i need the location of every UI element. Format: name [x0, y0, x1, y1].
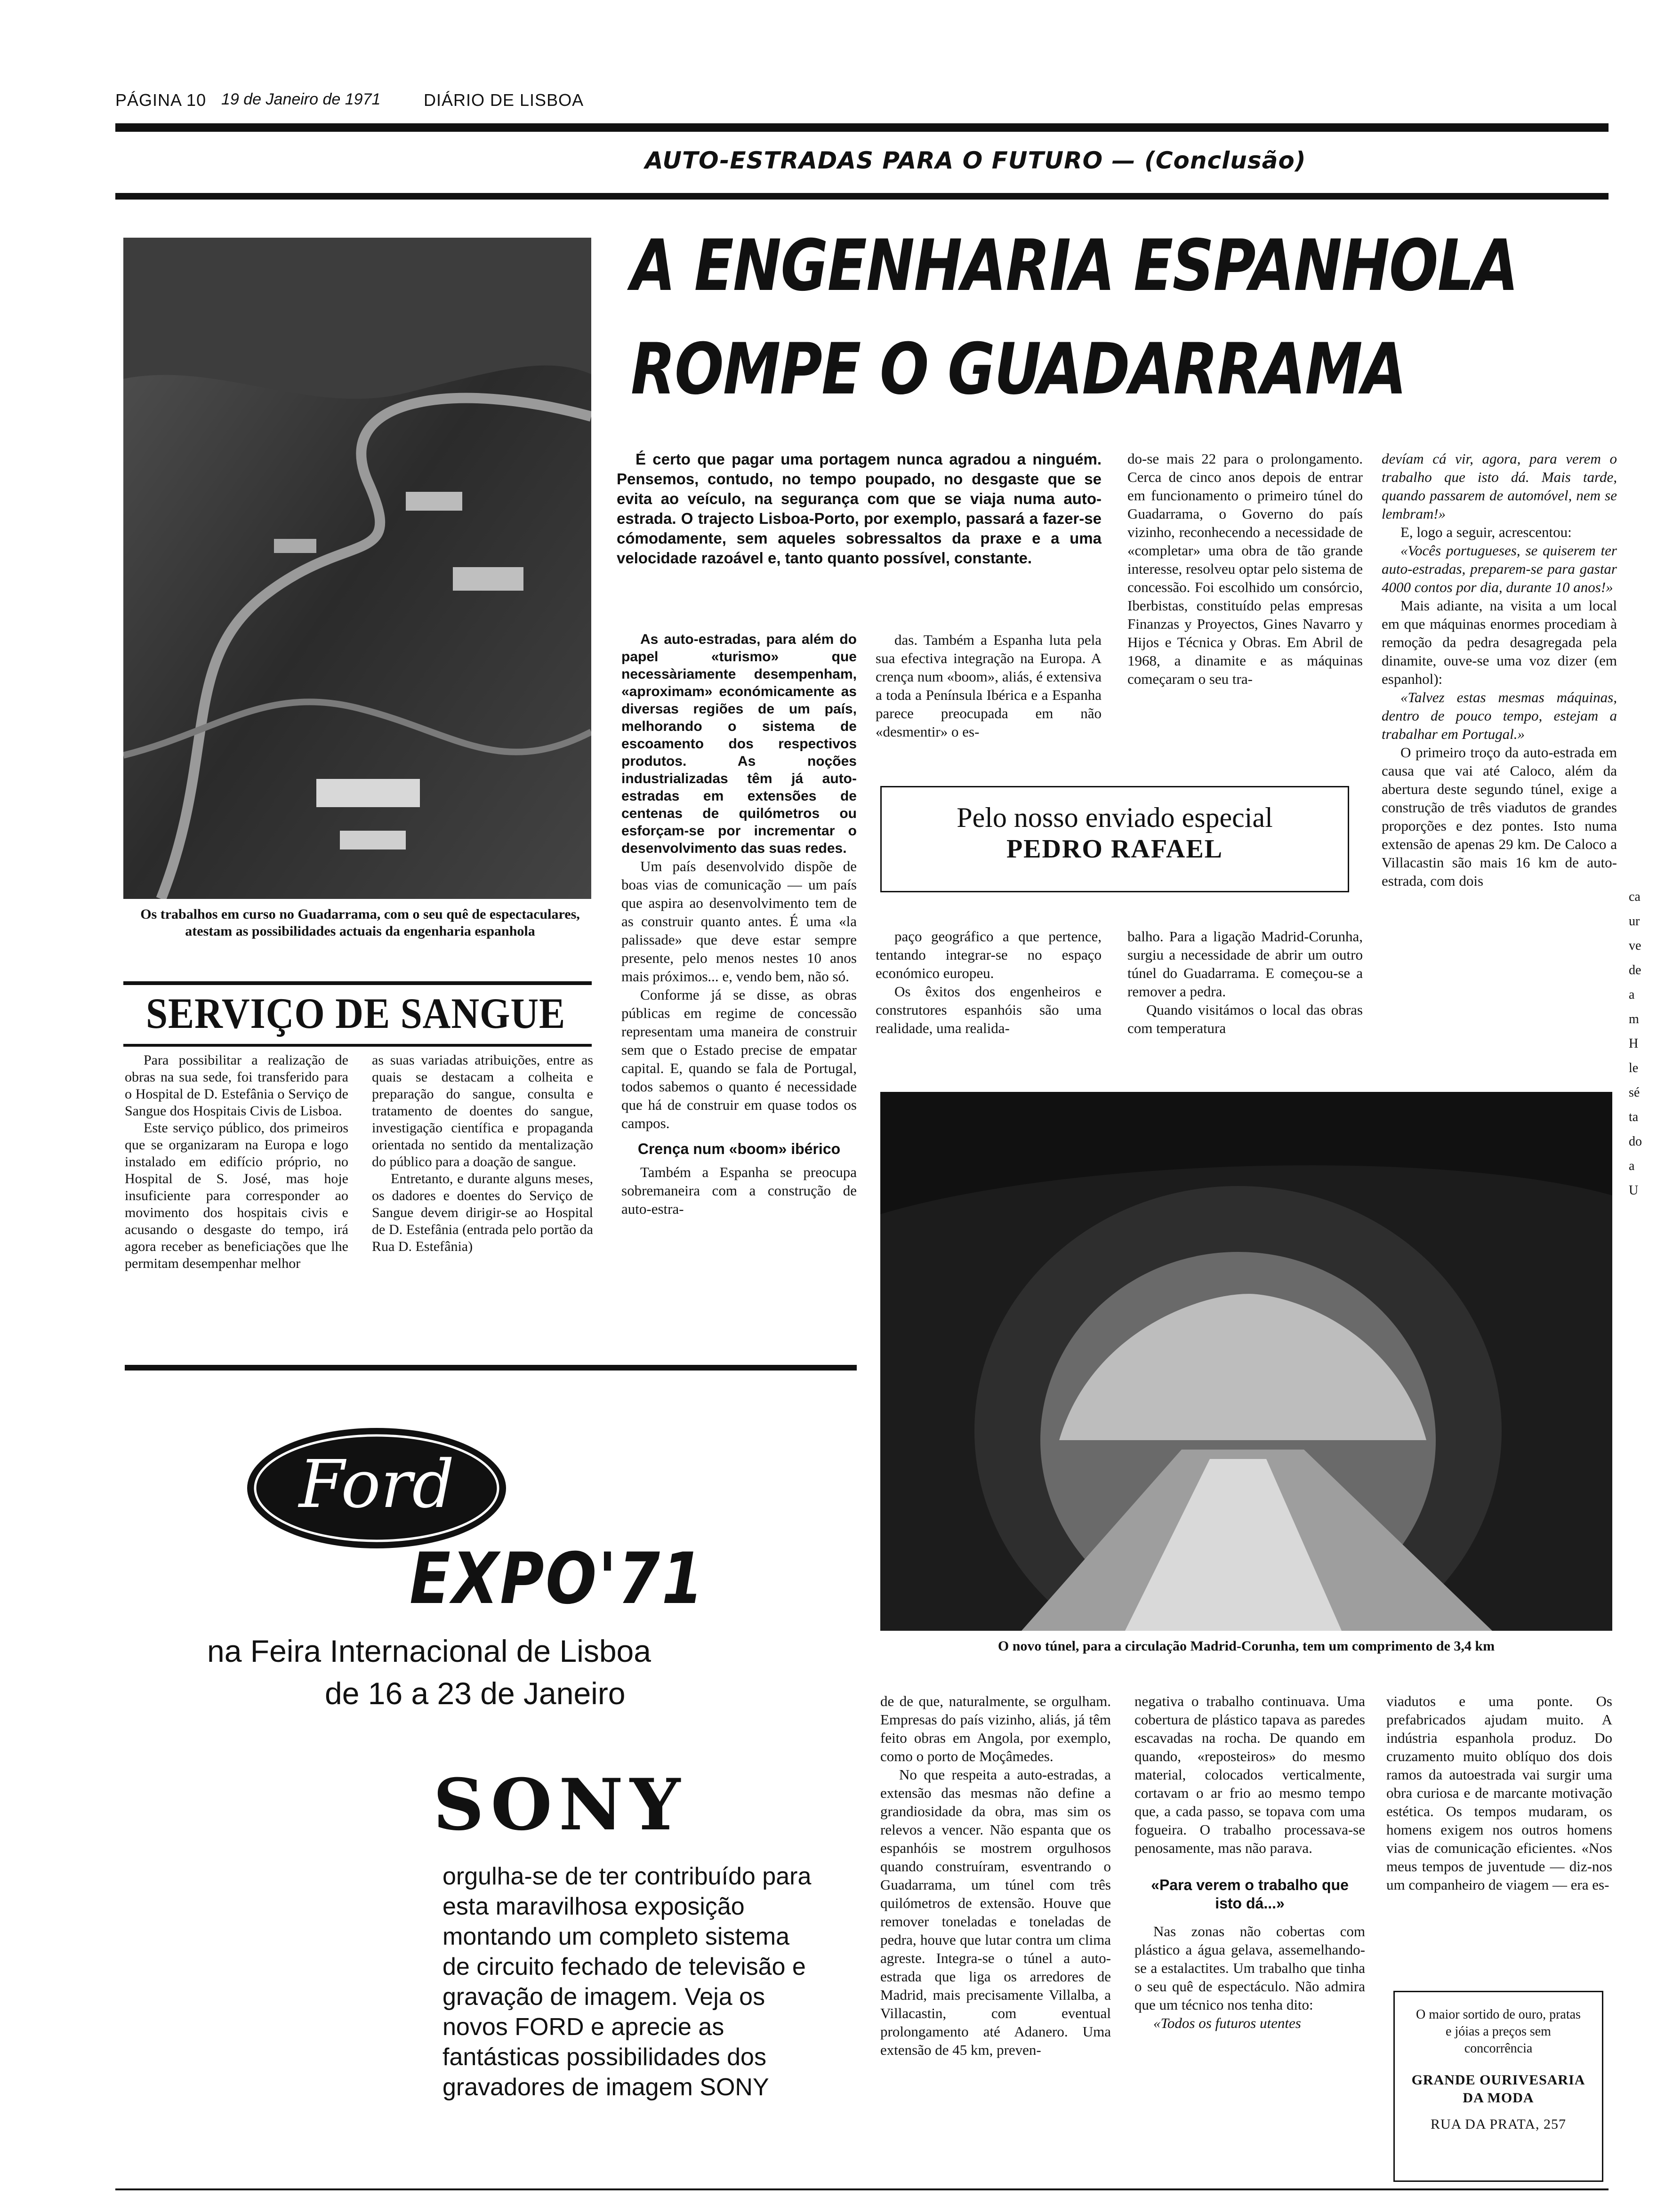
- column-4-quote-c: «Talvez estas mesmas máquinas, dentro de pouco tempo, estejam a trabalhar em Portugal.»: [1382, 689, 1617, 742]
- article-column-2-mid: [876, 927, 1102, 1037]
- issue-date: 19 de Janeiro de 1971: [221, 90, 381, 108]
- byline-box: [880, 786, 1349, 892]
- article-column-3-mid: [1127, 927, 1363, 1037]
- lead-paragraph: É certo que pagar uma portagem nunca agradou a ninguém. Pensemos, contudo, no tempo poupado, no desgaste que se evita ao veículo, na segurança com que se viaja numa auto-estrada. O trajecto Lisboa-Porto, por exemplo, passará a fazer-se cómodamente, sem aqueles sobressaltos da praxe e a uma velocidade razoável e, tanto quanto possível, constante.: [617, 450, 1102, 567]
- byline-line-2: PEDRO RAFAEL: [1006, 834, 1223, 864]
- ad-feira-line: na Feira Internacional de Lisboa: [207, 1634, 651, 1668]
- sangue-paragraph-d: Entretanto, e durante alguns meses, os dadores e doentes do Serviço de Sangue devem dirigir-se ao Hospital de D. Estefânia (entrada pelo portão da Rua D. Estefânia): [372, 1171, 593, 1254]
- header-rule: [115, 123, 1609, 132]
- sangue-column-1: [125, 1052, 348, 1272]
- ourivesaria-name: GRANDE OURIVESARIA DA MODA: [1411, 2072, 1585, 2106]
- article-column-4: [1382, 449, 1617, 890]
- headline-line-1: A ENGENHARIA ESPANHOLA: [631, 225, 1518, 307]
- bottom-col2-quote: «Todos os futuros utentes: [1153, 2015, 1301, 2031]
- sangue-paragraph-a: Para possibilitar a realização de obras na sua sede, foi transferido para o Hospital de D. Estefânia o Serviço de Sangue dos Hospitais Civis de Lisboa.: [125, 1052, 348, 1119]
- page-number: PÁGINA 10: [115, 90, 207, 110]
- sangue-top-rule: [123, 981, 592, 985]
- column-1-paragraph-a: Um país desenvolvido dispõe de boas vias de comunicação — um país que aspira ao desenvolvimento tem de as construir quanto antes. É uma «la palissade» que deve estar sempre presente, pelo menos nestes 10 anos mais próximos... e, vendo bem, não só.: [621, 858, 857, 985]
- sangue-paragraph-b: Este serviço público, dos primeiros que se organizaram na Europa e logo instalado em edifício próprio, no Hospital de S. José, mas hoje insuficiente para corresponder ao movimento dos hospitais civis e acusando o desgaste do tempo, irá agora receber as beneficiações que lhe permitam desempenhar melhor: [125, 1120, 348, 1271]
- expo-title: EXPO'71: [410, 1538, 705, 1620]
- ad-frame-top: [125, 1365, 857, 1370]
- column-4-paragraph-a: E, logo a seguir, acrescentou:: [1400, 524, 1572, 540]
- column-1-paragraph-c: Também a Espanha se preocupa sobremaneira com a construção de auto-estra-: [621, 1164, 857, 1217]
- bottom-col1-paragraph-b: No que respeita a auto-estradas, a extensão das mesmas não define a grandiosidade da obra, mas sim os relevos a vencer. Não espanta que os espanhóis se mostrem orgulhosos quando construíram, esventrando o Guadarrama, um túnel com três quilómetros de extensão. Houve que remover toneladas e toneladas de pedra, houve que lutar contra um clima agreste. Integra-se o túnel a auto-estrada que liga os arredores de Madrid, mais precisamente Villalba, a Villacastin, com eventual prolongamento até Adanero. Uma extensão de 45 km, preven-: [880, 1766, 1111, 2058]
- tunnel-photo-caption: O novo túnel, para a circulação Madrid-Corunha, tem um comprimento de 3,4 km: [997, 1638, 1495, 1654]
- column-1-bold-paragraph: As auto-estradas, para além do papel «turismo» que necessàriamente desempenham, «aproximam» económicamente as diversas regiões de um país, melhorando o sistema de escoamento dos respectivos produtos. As noções industrializadas têm já auto-estradas em extensões de centenas de quilómetros ou esforçam-se por incrementar o desenvolvimento das suas redes.: [621, 632, 857, 856]
- ford-logo: [245, 1426, 508, 1551]
- sony-ad-text: orgulha-se de ter contribuído para esta maravilhosa exposição montando um completo sistema de circuito fechado de televisão e gravação de imagem. Veja os novos FORD e aprecie as fantásticas possibilidades dos gravadores de imagem SONY: [442, 1863, 812, 2101]
- bottom-col3-paragraph: viadutos e uma ponte. Os prefabricados ajudam muito. A indústria espanhola produz. Do cruzamento muito oblíquo dos dois ramos da autoestrada vai surgir uma obra curiosa e de marcante motivação estética. Os tempos mudaram, os homens exigem nos outros homens vias de comunicação eficientes. «Nos meus tempos de juventude — diz-nos um companheiro de viagem — era es-: [1386, 1693, 1612, 1893]
- column-3-paragraph-b: balho. Para a ligação Madrid-Corunha, surgiu a necessidade de abrir um outro túnel do Guadarrama. E começou-se a remover a pedra.: [1127, 928, 1363, 1000]
- column-2-paragraph-b: paço geográfico a que pertence, tentando integrar-se no espaço económico europeu.: [876, 928, 1102, 981]
- tunnel-photo: [880, 1092, 1612, 1631]
- sangue-paragraph-c: as suas variadas atribuições, entre as quais se destacam a colheita e preparação do sangue, consulta e tratamento de doentes do sangue, investigação científica e propaganda orientada no sentido da mentalização do público para a doação de sangue.: [372, 1052, 593, 1170]
- bottom-column-2: [1134, 1692, 1365, 2032]
- sangue-title: SERVIÇO DE SANGUE: [146, 989, 566, 1037]
- column-4-quote-b: «Vocês portugueses, se quiserem ter auto-estradas, preparem-se para gastar 4000 contos por dia, durante 10 anos!»: [1382, 542, 1617, 595]
- column-4-paragraph-c: O primeiro troço da auto-estrada em causa que vai até Caloco, além da abertura deste segundo túnel, exige a construção de três viadutos de grandes proporções e dez pontes. Isto numa extensão de apenas 29 km. De Caloco a Villacastin são mais 16 km de auto-estrada, com dois: [1382, 744, 1617, 889]
- headline-line-2: ROMPE O GUADARRAMA: [631, 329, 1406, 410]
- guadarrama-works-photo: [123, 238, 591, 899]
- sony-logo: SONY: [433, 1763, 687, 1846]
- bottom-col1-paragraph-a: de de que, naturalmente, se orgulham. Empresas do país vizinho, aliás, já têm feito obras em Angola, por exemplo, como o porto de Moçâmedes.: [880, 1693, 1111, 1764]
- ourivesaria-ad: [1393, 1991, 1603, 2182]
- column-1-paragraph-b: Conforme já se disse, as obras públicas em regime de concessão representam uma maneira de construir sem que o Estado precise de empatar capital. E, quando se fala de Portugal, todos sabemos o quanto é necessidade que há de construir em quase todos os campos.: [621, 986, 857, 1131]
- page-bottom-rule: [115, 2188, 1609, 2190]
- column-3-paragraph-a: do-se mais 22 para o prolongamento. Cerca de cinco anos depois de entrar em funcionamento o primeiro túnel do Guadarrama, o Governo do país vizinho, reconhecendo a necessidade de «completar» uma obra de tão grande interesse, resolveu optar pelo sistema de concessão. Foi escolhido um consórcio, Iberbistas, constituído pelas empresas Finanzas y Proyectos, Gines Navarro y Hijos e Técnica y Obras. Em Abril de 1968, a dinamite e as máquinas começaram o seu tra-: [1127, 450, 1363, 687]
- ourivesaria-address: RUA DA PRATA, 257: [1431, 2116, 1566, 2132]
- article-column-3-top: [1127, 449, 1363, 688]
- bottom-column-3: [1386, 1692, 1612, 1894]
- ford-logo-text: Ford: [298, 1446, 455, 1523]
- ourivesaria-tagline: O maior sortido de ouro, pratas e jóias a preços sem concorrência: [1416, 2007, 1581, 2056]
- column-2-paragraph-c: Os êxitos dos engenheiros e construtores espanhóis são uma realidade, uma realida-: [876, 983, 1102, 1036]
- column-3-paragraph-c: Quando visitámos o local das obras com temperatura: [1127, 1002, 1363, 1036]
- photo-illustration: [123, 238, 591, 899]
- banner-rule: [115, 193, 1609, 200]
- ad-dates-line: de 16 a 23 de Janeiro: [325, 1676, 626, 1711]
- newspaper-name: DIÁRIO DE LISBOA: [424, 90, 584, 110]
- byline-line-1: Pelo nosso enviado especial: [957, 802, 1273, 833]
- margin-fragments: ca ur ve de a m H le sé ta do a U: [1629, 890, 1642, 1198]
- bottom-col2-paragraph-a: negativa o trabalho continuava. Uma cobertura de plástico tapava as paredes escavadas na rocha. De quando em quando, «reposteiros» do mesmo material, colocados verticalmente, cortavam o ar frio ao mesmo tempo que, a cada passo, se topava com uma fogueira. O trabalho processava-se penosamente, mas não parava.: [1134, 1693, 1365, 1856]
- article-column-2-top: [876, 631, 1102, 741]
- top-photo-caption: Os trabalhos em curso no Guadarrama, com o seu quê de espectaculares, atestam as possibilidades actuais da engenharia espanhola: [140, 906, 580, 939]
- column-4-paragraph-b: Mais adiante, na visita a um local em que máquinas enormes procediam à remoção da pedra desagregada pela dinamite, ouve-se uma voz dizer (em espanhol):: [1382, 597, 1617, 687]
- section-banner: AUTO-ESTRADAS PARA O FUTURO — (Conclusão): [645, 147, 1306, 174]
- column-2-paragraph-a: das. Também a Espanha luta pela sua efectiva integração na Europa. A crença num «boom», aliás, é extensiva a toda a Península Ibérica e a Espanha parece preocupada em não «desmentir» o es-: [876, 632, 1102, 740]
- subhead-boom: Crença num «boom» ibérico: [637, 1140, 841, 1157]
- sangue-bottom-rule: [123, 1044, 592, 1047]
- column-4-quote-a: devíam cá vir, agora, para verem o trabalho que isto dá. Mais tarde, quando passarem de automóvel, nem se lembram!»: [1382, 450, 1617, 522]
- sangue-column-2: [372, 1052, 593, 1255]
- article-column-1: [621, 631, 857, 1218]
- bottom-column-1: [880, 1692, 1111, 2059]
- article-lead: [617, 449, 1102, 568]
- bottom-col2-paragraph-b: Nas zonas não cobertas com plástico a água gelava, assemelhando-se a estalactites. Um trabalho que tinha o seu quê de espectáculo. Não admira que um técnico nos tenha dito:: [1134, 1923, 1365, 2013]
- tunnel-illustration: [880, 1092, 1612, 1631]
- subhead-para-verem: «Para verem o trabalho que isto dá...»: [1151, 1876, 1349, 1912]
